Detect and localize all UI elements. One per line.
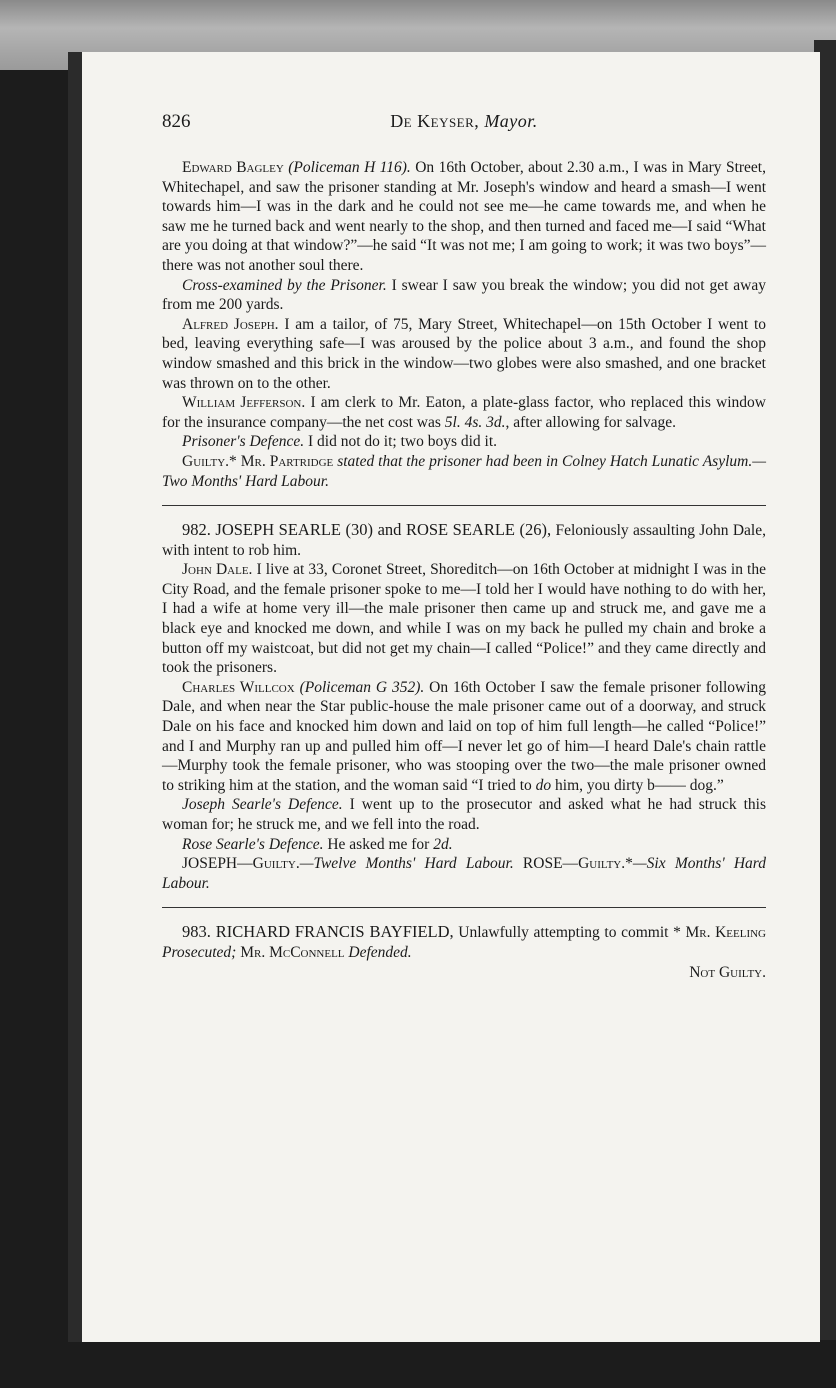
testimony-text: I am clerk to Mr. Eaton, a plate-glass factor, who replaced this window for the insurance company—the net cost was bbox=[162, 394, 767, 431]
sentence-text: —Twelve Months' Hard Labour. bbox=[299, 855, 514, 873]
verdict-label: Guilty. bbox=[252, 855, 300, 873]
witness-rank: (Policeman H 116). bbox=[288, 159, 411, 176]
witness-rank: (Policeman G 352). bbox=[299, 678, 425, 696]
defence-paragraph bbox=[162, 795, 766, 834]
testimony-text: I went up to the prosecutor and asked what he had struck this woman for; he struck me, and we fell into the road. bbox=[162, 796, 766, 833]
defence-label: Prisoner's Defence. bbox=[182, 433, 305, 451]
verdict-paragraph bbox=[162, 452, 766, 491]
witness-name: Alfred Joseph. bbox=[182, 315, 279, 333]
defender-name: Mr. McConnell bbox=[236, 943, 345, 961]
defence-paragraph bbox=[162, 432, 766, 452]
testimony-paragraph bbox=[162, 158, 766, 276]
prosecuted-label: Prosecuted; bbox=[162, 943, 237, 961]
testimony-text: I am a tailor, of 75, Mary Street, Whitechapel—on 15th October I went to bed, leaving everything safe—I was aroused by the police about 3 a.m., and found the shop window smashed and this brick in the window—two globes were also smashed, and one bracket was thrown on to the other. bbox=[162, 315, 767, 392]
amount: 2d. bbox=[433, 835, 453, 853]
cross-examination-paragraph bbox=[162, 276, 766, 315]
case-number: 982. JOSEPH SEARLE (30) and ROSE SEARLE (26), bbox=[182, 520, 552, 540]
defence-label: Rose Searle's Defence. bbox=[182, 835, 324, 853]
case-number: 983. RICHARD FRANCIS BAYFIELD, bbox=[182, 922, 454, 942]
running-head bbox=[162, 112, 766, 138]
witness-name: Edward Bagley bbox=[182, 159, 284, 176]
sentence-text: —Six Months' Hard Labour. bbox=[162, 855, 767, 892]
defence-paragraph bbox=[162, 835, 766, 855]
case-heading bbox=[162, 922, 766, 962]
running-title-role: Mayor. bbox=[484, 111, 538, 131]
verdict-paragraph bbox=[162, 963, 766, 983]
testimony-text: , after allowing for salvage. bbox=[505, 413, 676, 431]
testimony-text: I live at 33, Coronet Street, Shoreditch—on 16th October at midnight I was in the City Road, and the female prisoner spoke to me—I told her I would have nothing to do with her, I had a wife at home very ill—the male prisoner then came up and struck me, and gave me a black eye and knocked me down, and while I was on my back he pulled my chain and broke a button off my waistcoat, but did not get my chain—I called “Police!” and they came directly and took the prisoners. bbox=[162, 561, 766, 677]
verdict-label: Not Guilty. bbox=[689, 963, 766, 981]
official-name: Mr. Partridge bbox=[236, 452, 334, 470]
testimony-text: On 16th October, about 2.30 a.m., I was in Mary Street, Whitechapel, and saw the prisoner standing at Mr. Joseph's window and heard a smash—I went towards him—I was in the dark and he could not see me—he came towards me, and when he saw me he turned back and went nearly to the shop, and then turned and faced me—I said “What are you doing at that window?”—he said “It was not me; I am going to work; it was two boys”—there was not another soul there. bbox=[162, 159, 766, 274]
cost-amount: 5l. 4s. 3d. bbox=[444, 413, 506, 431]
witness-name: William Jefferson. bbox=[182, 394, 306, 412]
case-charge: Feloniously assaulting John Dale, with intent to rob him. bbox=[162, 522, 766, 559]
testimony-text: On 16th October I saw the female prisoner following Dale, and when near the Star public-house the male prisoner came out of a doorway, and struck Dale on his face and knocked him down and laid on top of him full length—he called “Police!” and I and Murphy ran up and pulled him off—I never let go of him—I heard Dale's chain rattle—Murphy took the female prisoner, who was stooping over the two—the male prisoner owned to striking him at the station, and the woman said “I tried to bbox=[162, 678, 767, 794]
defence-label: Joseph Searle's Defence. bbox=[182, 796, 343, 814]
testimony-paragraph bbox=[162, 560, 766, 678]
emphasis-word: do bbox=[535, 776, 552, 794]
running-title bbox=[162, 112, 766, 132]
verdict-label: Guilty.* bbox=[578, 855, 633, 873]
case-charge: Unlawfully attempting to commit * bbox=[453, 924, 686, 942]
verdict-paragraph bbox=[162, 854, 766, 893]
witness-name: John Dale. bbox=[182, 561, 253, 579]
case-heading bbox=[162, 520, 766, 560]
testimony-paragraph bbox=[162, 393, 766, 432]
testimony-paragraph bbox=[162, 678, 766, 796]
running-title-name: De Keyser, bbox=[390, 111, 480, 131]
case-divider bbox=[162, 907, 766, 908]
defended-label: Defended. bbox=[344, 943, 412, 961]
testimony-text: I swear I saw you break the window; you did not get away from me 200 yards. bbox=[162, 276, 766, 314]
witness-name: Charles Willcox bbox=[182, 678, 295, 696]
testimony-text: He asked me for bbox=[323, 835, 434, 853]
testimony-text: I did not do it; two boys did it. bbox=[304, 433, 498, 451]
defendant-name: JOSEPH— bbox=[182, 855, 253, 873]
defendant-name: ROSE— bbox=[513, 855, 579, 873]
testimony-paragraph bbox=[162, 315, 766, 393]
page-number: 826 bbox=[162, 111, 191, 132]
verdict-text: stated that the prisoner had been in Colney Hatch Lunatic Asylum.—Two Months' Hard Labour. bbox=[162, 452, 766, 490]
book-page bbox=[68, 52, 820, 1342]
testimony-text: him, you dirty b—— dog.” bbox=[551, 776, 724, 794]
cross-examination-label: Cross-examined by the Prisoner. bbox=[182, 276, 387, 294]
prosecutor-name: Mr. Keeling bbox=[685, 924, 766, 942]
case-divider bbox=[162, 505, 766, 506]
page-content bbox=[162, 112, 766, 982]
verdict-label: Guilty.* bbox=[182, 452, 237, 470]
